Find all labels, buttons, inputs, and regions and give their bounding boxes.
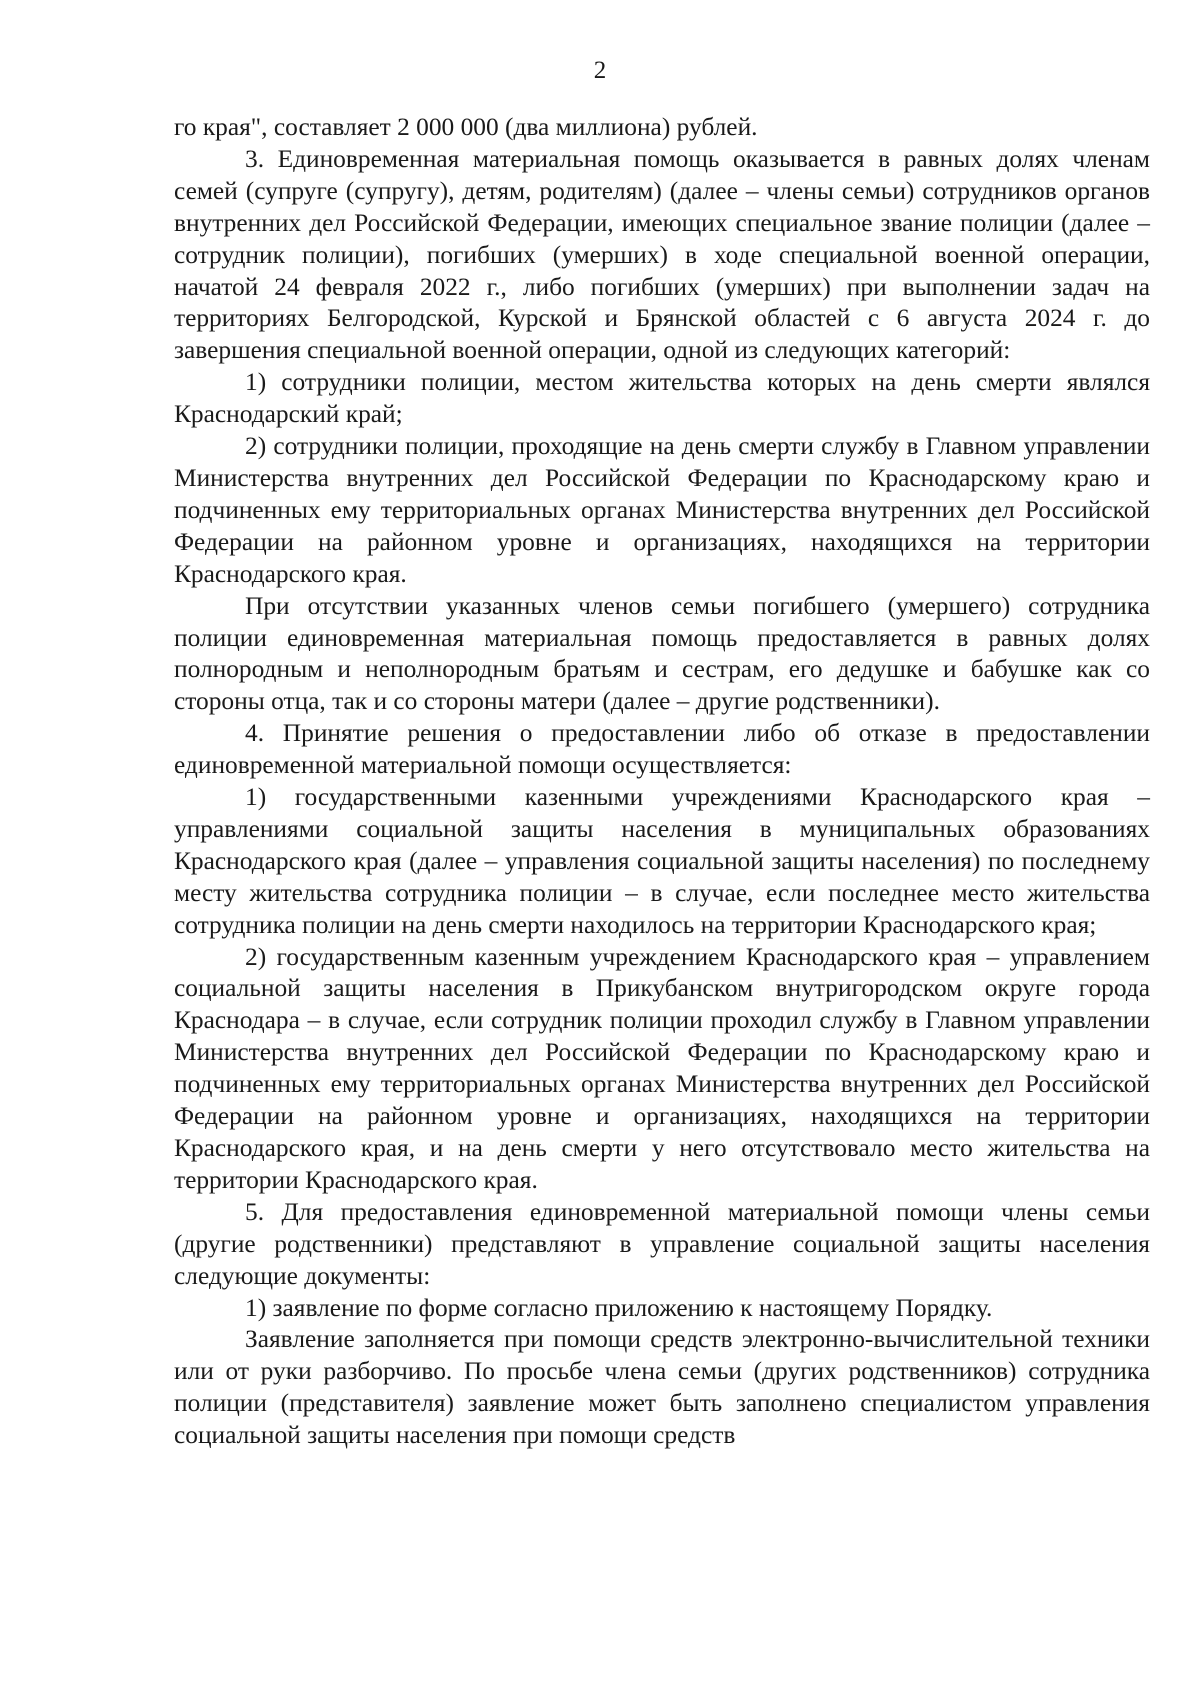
paragraph-other-relatives: При отсутствии указанных членов семьи погибшего (умершего) сотрудника полиции единовременная материальная помощь предоставляется в равных долях полнородным и неполнородным братьям и сестрам, его дедушке и бабушке как со стороны отца, так и со стороны матери (далее – другие родственники). xyxy=(174,591,1150,716)
paragraph-item-4-1: 1) государственными казенными учреждениями Краснодарского края – управлениями социальной защиты населения в муниципальных образованиях Краснодарского края (далее – управления социальной защиты населения) по последнему месту жительства сотрудника полиции – в случае, если последнее место жительства сотрудника полиции на день смерти находилось на территории Краснодарского края; xyxy=(174,783,1150,939)
paragraph-item-5: 5. Для предоставления единовременной материальной помощи члены семьи (другие родственники) представляют в управление социальной защиты населения следующие документы: xyxy=(174,1197,1150,1290)
document-body xyxy=(174,112,1150,1452)
paragraph-item-3: 3. Единовременная материальная помощь оказывается в равных долях членам семей (супруге (супругу), детям, родителям) (далее – члены семьи) сотрудников органов внутренних дел Российской Федерации, имеющих специальное звание полиции (далее – сотрудник полиции), погибших (умерших) в ходе специальной военной операции, начатой 24 февраля 2022 г., либо погибших (умерших) при выполнении задач на территориях Белгородской, Курской и Брянской областей с 6 августа 2024 г. до завершения специальной военной операции, одной из следующих категорий: xyxy=(174,144,1150,365)
paragraph-item-4: 4. Принятие решения о предоставлении либо об отказе в предоставлении единовременной материальной помощи осуществляется: xyxy=(174,719,1150,780)
paragraph-item-3-1: 1) сотрудники полиции, местом жительства которых на день смерти являлся Краснодарский край; xyxy=(174,368,1150,429)
paragraph-application-form: Заявление заполняется при помощи средств электронно-вычислительной техники или от руки разборчиво. По просьбе члена семьи (других родственников) сотрудника полиции (представителя) заявление может быть заполнено специалистом управления социальной защиты населения при помощи средств xyxy=(174,1325,1150,1450)
page-number: 2 xyxy=(593,57,607,84)
paragraph-item-4-2: 2) государственным казенным учреждением Краснодарского края – управлением социальной защиты населения в Прикубанском внутригородском округе города Краснодара – в случае, если сотрудник полиции проходил службу в Главном управлении Министерства внутренних дел Российской Федерации по Краснодарскому краю и подчиненных ему территориальных органах Министерства внутренних дел Российской Федерации на районном уровне и организациях, находящихся на территории Краснодарского края, и на день смерти у него отсутствовало место жительства на территории Краснодарского края. xyxy=(174,942,1150,1194)
paragraph-item-3-2: 2) сотрудники полиции, проходящие на день смерти службу в Главном управлении Министерства внутренних дел Российской Федерации по Краснодарскому краю и подчиненных ему территориальных органах Министерства внутренних дел Российской Федерации на районном уровне и организациях, находящихся на территории Краснодарского края. xyxy=(174,432,1150,588)
paragraph-continuation: го края", составляет 2 000 000 (два миллиона) рублей. xyxy=(174,113,758,141)
paragraph-item-5-1: 1) заявление по форме согласно приложению к настоящему Порядку. xyxy=(245,1293,993,1322)
